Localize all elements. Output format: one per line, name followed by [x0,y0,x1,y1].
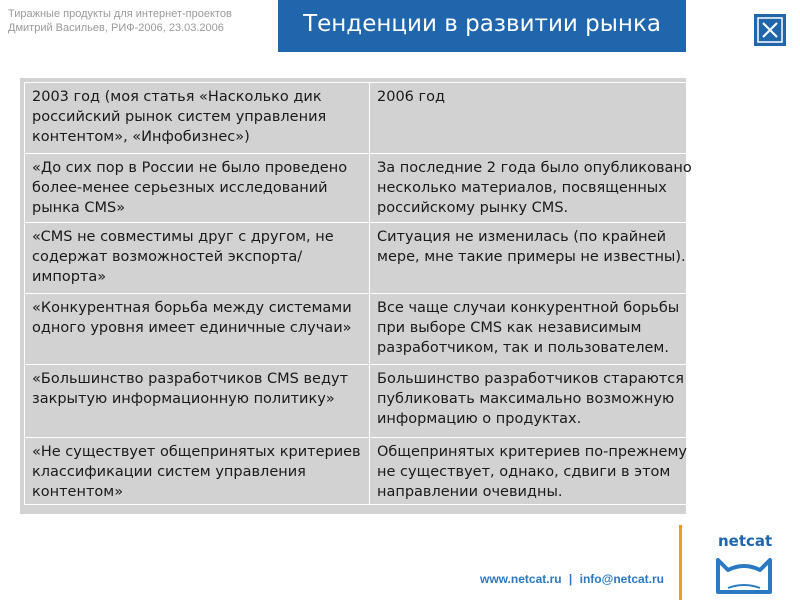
netcat-logo [706,532,784,600]
table-cell: Ситуация не изменилась (по крайней мере, мне такие примеры не известны). [370,223,713,294]
close-icon [756,16,784,44]
table-cell: Все чаще случаи конкурентной борьбы при выборе CMS как независимым разработчиком, так и пользователем. [370,294,713,365]
table-cell: «Конкурентная борьба между системами одного уровня имеет единичные случаи» [25,294,370,365]
table-cell: 2006 год [370,83,713,154]
table-cell: Большинство разработчиков стараются публиковать максимально возможную информацию о продуктах. [370,365,713,438]
email-link[interactable]: info@netcat.ru [579,572,664,586]
table-header-row [25,83,713,154]
page-title: Тенденции в развитии рынка [303,11,661,37]
table-cell: За последние 2 года было опубликовано несколько материалов, посвященных российскому рынку CMS. [370,154,713,223]
table-cell: «До сих пор в России не было проведено более-менее серьезных исследований рынка CMS» [25,154,370,223]
author-event-date: Дмитрий Васильев, РИФ-2006, 23.03.2006 [8,22,224,34]
title-bar [278,0,686,52]
presentation-subtitle: Тиражные продукты для интернет-проектов [8,8,232,20]
table-row [25,294,713,365]
footer-accent-line [679,525,682,600]
table-row [25,438,713,505]
close-button[interactable] [754,14,786,46]
table-cell: «Не существует общепринятых критериев классификации систем управления контентом» [25,438,370,505]
table-cell: 2003 год (моя статья «Насколько дик российский рынок систем управления контентом», «Инфобизнес») [25,83,370,154]
table-cell: «CMS не совместимы друг с другом, не содержат возможностей экспорта/импорта» [25,223,370,294]
footer-separator: | [568,572,573,586]
table-row [25,154,713,223]
footer-links [480,572,664,586]
table-cell: «Большинство разработчиков CMS ведут закрытую информационную политику» [25,365,370,438]
table-cell: Общепринятых критериев по-прежнему не существует, однако, сдвиги в этом направлении очевидны. [370,438,713,505]
header-meta [8,7,232,35]
logo-text: netcat [718,532,773,550]
netcat-cat-logo [706,532,784,600]
comparison-table [24,82,713,505]
comparison-table-container [20,78,692,514]
table-row [25,223,713,294]
table-row [25,365,713,438]
website-link[interactable]: www.netcat.ru [480,572,562,586]
